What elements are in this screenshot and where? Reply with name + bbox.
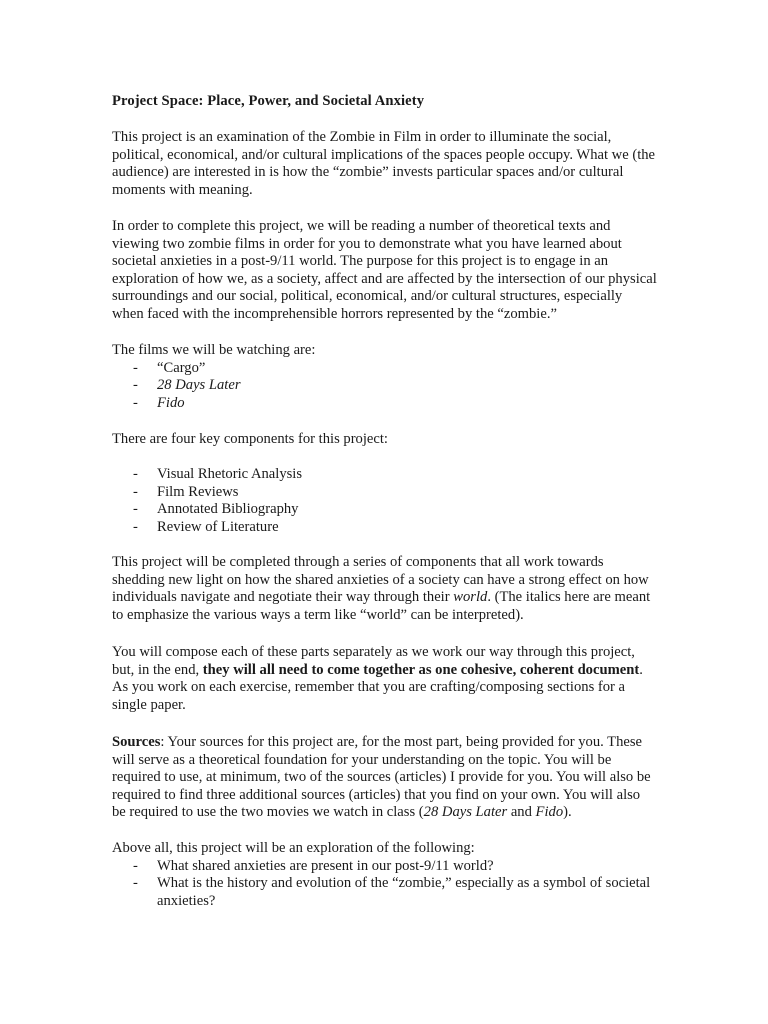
sources-paragraph: Sources: Your sources for this project are, for the most part, being provided for you. These will serve as a theoretical foundation for your understanding on the topic. You will be required to use, at minimum, two of the sources (articles) I provide for you. You will also be required to find three additional sources (articles) that you find on your own. You will also be required to use the two movies we watch in class (28 Days Later and Fido).	[112, 734, 651, 821]
exploration-intro: Above all, this project will be an exploration of the following:	[112, 840, 475, 856]
intro-paragraph: This project is an examination of the Zombie in Film in order to illuminate the social, political, economical, and/or cultural implications of the spaces people occupy. What we (the audience) are interested in is how the “zombie” invests particular spaces and/or cultural moments with meaning.	[112, 129, 656, 198]
list-item: - Annotated Bibliography	[112, 501, 657, 519]
list-item: - “Cargo”	[112, 360, 657, 378]
anxieties-paragraph: This project will be completed through a series of components that all work towards shedding new light on how the shared anxieties of a society can have a strong effect on how individuals navigate and negotiate their way through their world. (The italics here are meant to emphasize the various ways a term like “world” can be interpreted).	[112, 554, 651, 623]
list-item: - What is the history and evolution of the “zombie,” especially as a symbol of societal anxieties?	[112, 875, 657, 910]
films-list	[112, 360, 657, 413]
films-section	[112, 342, 657, 412]
page-title: Project Space: Place, Power, and Societal Anxiety	[112, 93, 425, 109]
list-item: - Film Reviews	[112, 484, 657, 502]
films-intro: The films we will be watching are:	[112, 342, 316, 358]
list-item: - 28 Days Later	[112, 377, 657, 395]
exploration-section	[112, 840, 657, 910]
list-item: - Review of Literature	[112, 519, 657, 537]
sources-label: Sources	[112, 734, 161, 750]
questions-list	[112, 858, 657, 911]
components-list	[112, 466, 657, 536]
list-item: - What shared anxieties are present in our post-9/11 world?	[112, 858, 657, 876]
list-item: - Visual Rhetoric Analysis	[112, 466, 657, 484]
purpose-paragraph: In order to complete this project, we will be reading a number of theoretical texts and viewing two zombie films in order for you to demonstrate what you have learned about societal anxieties in a post-9/11 world. The purpose for this project is to engage in an exploration of how we, as a society, affect and are affected by the intersection of our physical surroundings and our social, political, economical, and/or cultural structures, especially when faced with the incomprehensible horrors represented by the “zombie.”	[112, 218, 657, 322]
components-intro: There are four key components for this project:	[112, 431, 388, 447]
list-item: - Fido	[112, 395, 657, 413]
compose-paragraph: You will compose each of these parts separately as we work our way through this project, but, in the end, they will all need to come together as one cohesive, coherent document. As you work on each exercise, remember that you are crafting/composing sections for a single paper.	[112, 644, 643, 713]
